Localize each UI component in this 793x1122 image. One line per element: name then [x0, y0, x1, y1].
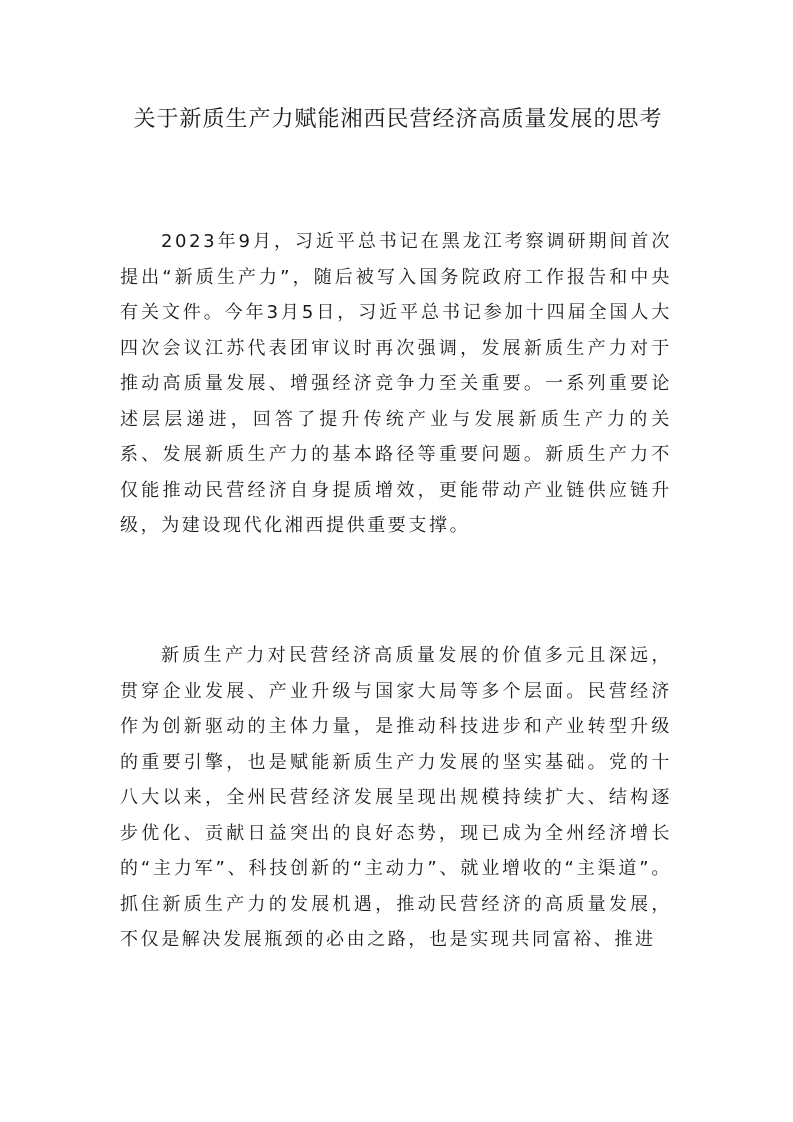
body-paragraph-1: 2023年9月，习近平总书记在黑龙江考察调研期间首次提出“新质生产力”，随后被写入国务院政府工作报告和中央有关文件。今年3月5日，习近平总书记参加十四届全国人大四次会议江苏代表团审议时再次强调，发展新质生产力对于推动高质量发展、增强经济竞争力至关重要。一系列重要论述层层递进，回答了提升传统产业与发展新质生产力的关系、发展新质生产力的基本路径等重要问题。新质生产力不仅能推动民营经济自身提质增效，更能带动产业链供应链升级，为建设现代化湘西提供重要支撑。 — [120, 231, 672, 536]
body-paragraph-2: 新质生产力对民营经济高质量发展的价值多元且深远，贯穿企业发展、产业升级与国家大局等多个层面。民营经济作为创新驱动的主体力量，是推动科技进步和产业转型升级的重要引擎，也是赋能新质生产力发展的坚实基础。党的十八大以来，全州民营经济发展呈现出规模持续扩大、结构逐步优化、贡献日益突出的良好态势，现已成为全州经济增长的“主力军”、科技创新的“主动力”、就业增收的“主渠道”。抓住新质生产力的发展机遇，推动民营经济的高质量发展，不仅是解决发展瓶颈的必由之路，也是实现共同富裕、推进 — [120, 645, 672, 950]
document-title: 关于新质生产力赋能湘西民营经济高质量发展的思考 — [133, 107, 663, 132]
